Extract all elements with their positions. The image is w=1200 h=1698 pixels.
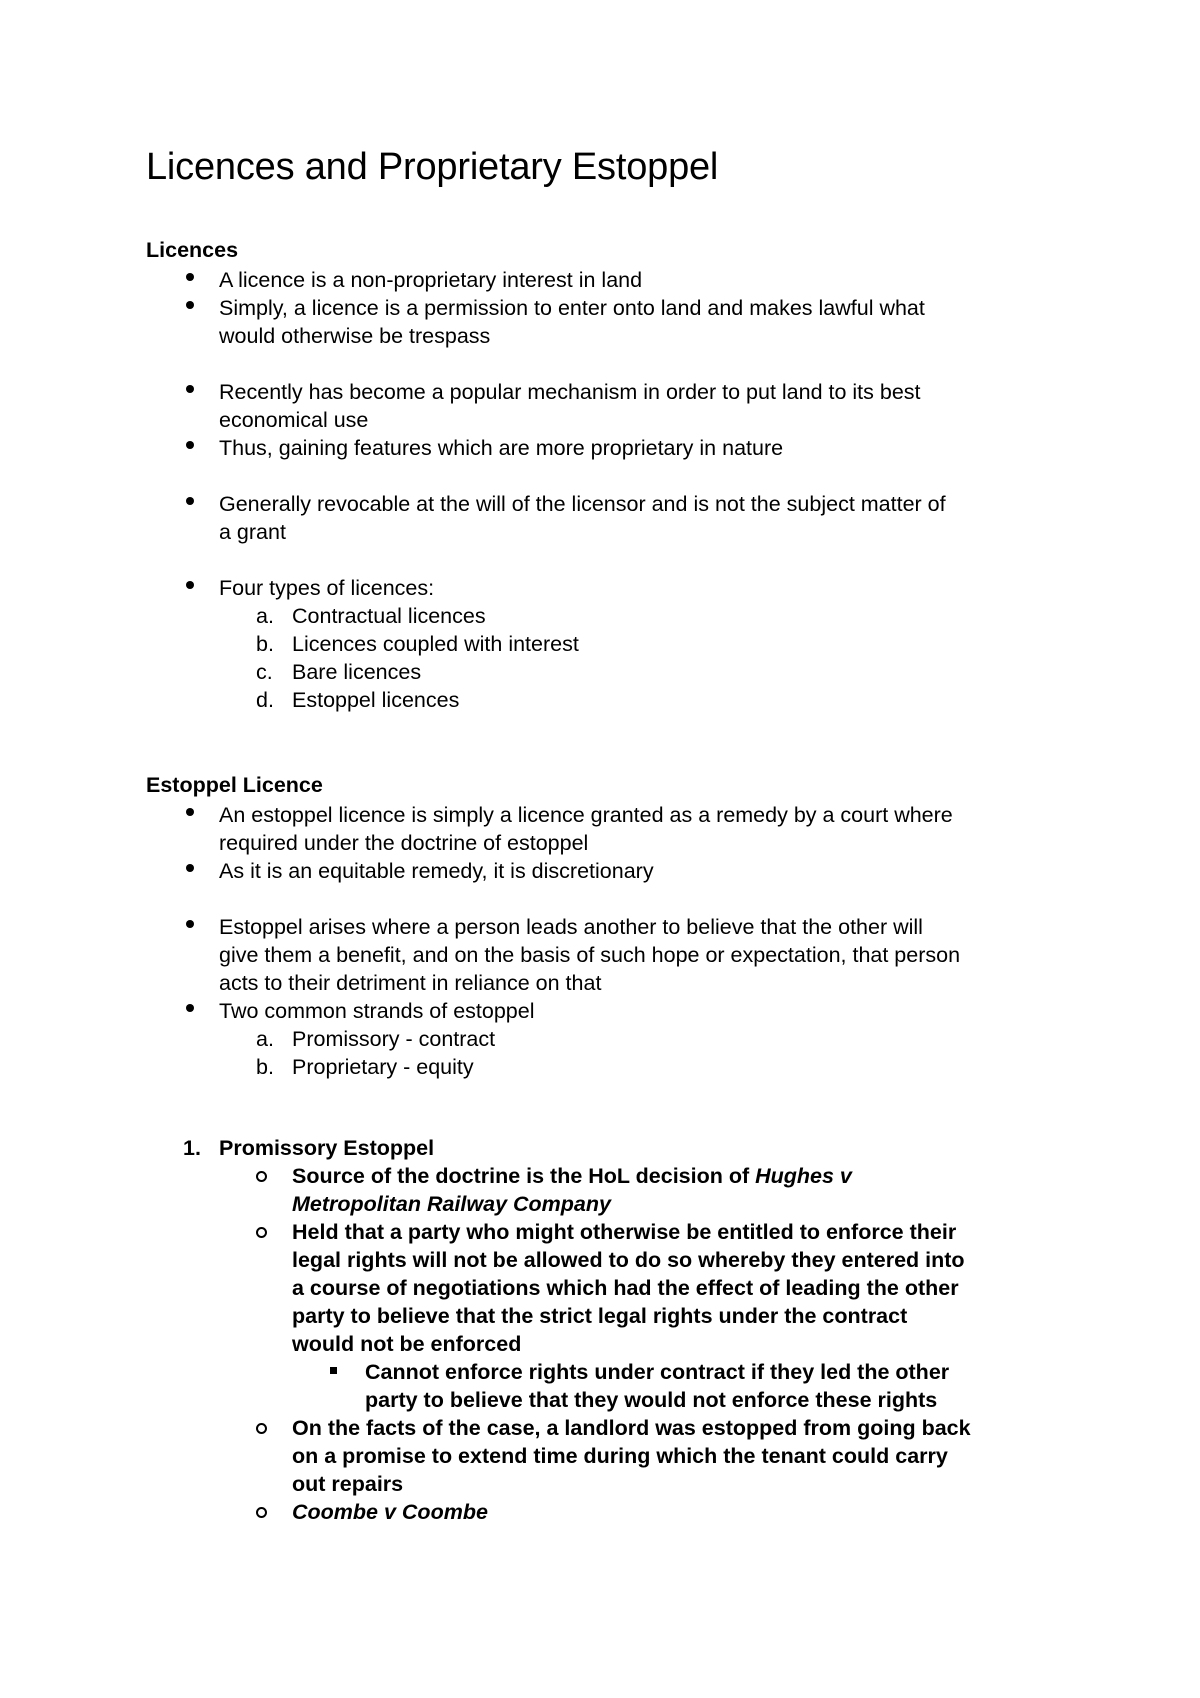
circle-bullet-icon (256, 1507, 267, 1518)
list-item-continuation: acts to their detriment in reliance on that (219, 971, 602, 995)
list-item: On the facts of the case, a landlord was estopped from going back (292, 1416, 971, 1440)
case-name: Hughes v (755, 1164, 852, 1188)
list-marker: b. (256, 1055, 274, 1079)
list-item: As it is an equitable remedy, it is discretionary (219, 859, 654, 883)
circle-bullet-icon (256, 1423, 267, 1434)
section-heading-estoppel-licence: Estoppel Licence (146, 773, 323, 797)
case-name: Coombe v Coombe (292, 1500, 488, 1524)
list-marker: c. (256, 660, 273, 684)
bullet-icon (186, 441, 194, 449)
list-marker: b. (256, 632, 274, 656)
bullet-icon (186, 301, 194, 309)
sub-list-item: Bare licences (292, 660, 422, 684)
list-item: Recently has become a popular mechanism in order to put land to its best (219, 380, 921, 404)
list-item-continuation: would not be enforced (292, 1332, 522, 1356)
list-item-continuation: economical use (219, 408, 369, 432)
bullet-icon (186, 385, 194, 393)
list-item-continuation: a course of negotiations which had the effect of leading the other (292, 1276, 959, 1300)
sub-list-item-continuation: party to believe that they would not enforce these rights (365, 1388, 938, 1412)
list-item-continuation: a grant (219, 520, 286, 544)
list-item-continuation: party to believe that the strict legal rights under the contract (292, 1304, 908, 1328)
list-marker: d. (256, 688, 274, 712)
list-item-continuation: on a promise to extend time during which the tenant could carry (292, 1444, 948, 1468)
list-item: Estoppel arises where a person leads another to believe that the other will (219, 915, 923, 939)
subsection-heading-promissory-estoppel: Promissory Estoppel (219, 1136, 435, 1160)
sub-list-item: Contractual licences (292, 604, 486, 628)
bullet-icon (186, 1004, 194, 1012)
bullet-icon (186, 497, 194, 505)
sub-list-item: Estoppel licences (292, 688, 460, 712)
list-item-continuation: would otherwise be trespass (219, 324, 491, 348)
bullet-icon (186, 581, 194, 589)
list-item: Thus, gaining features which are more proprietary in nature (219, 436, 784, 460)
list-item: Two common strands of estoppel (219, 999, 535, 1023)
sub-list-item: Cannot enforce rights under contract if they led the other (365, 1360, 950, 1384)
square-bullet-icon (330, 1367, 337, 1374)
page-title: Licences and Proprietary Estoppel (146, 146, 719, 188)
list-item-text: Source of the doctrine is the HoL decision of (292, 1164, 756, 1188)
sub-list-item: Promissory - contract (292, 1027, 496, 1051)
numbered-marker: 1. (183, 1136, 201, 1160)
list-item: An estoppel licence is simply a licence granted as a remedy by a court where (219, 803, 953, 827)
list-item (292, 1162, 852, 1190)
sub-list-item: Licences coupled with interest (292, 632, 579, 656)
list-marker: a. (256, 604, 274, 628)
bullet-icon (186, 864, 194, 872)
bullet-icon (186, 808, 194, 816)
list-item-continuation: legal rights will not be allowed to do so whereby they entered into (292, 1248, 965, 1272)
list-marker: a. (256, 1027, 274, 1051)
list-item: Generally revocable at the will of the licensor and is not the subject matter of (219, 492, 946, 516)
list-item-continuation: out repairs (292, 1472, 404, 1496)
circle-bullet-icon (256, 1227, 267, 1238)
sub-list-item: Proprietary - equity (292, 1055, 474, 1079)
list-item: Simply, a licence is a permission to enter onto land and makes lawful what (219, 296, 925, 320)
bullet-icon (186, 273, 194, 281)
section-heading-licences: Licences (146, 238, 239, 262)
list-item-continuation: required under the doctrine of estoppel (219, 831, 589, 855)
list-item-continuation: give them a benefit, and on the basis of such hope or expectation, that person (219, 943, 961, 967)
case-name: Metropolitan Railway Company (292, 1192, 611, 1216)
circle-bullet-icon (256, 1171, 267, 1182)
list-item: Held that a party who might otherwise be entitled to enforce their (292, 1220, 957, 1244)
bullet-icon (186, 920, 194, 928)
list-item: A licence is a non-proprietary interest in land (219, 268, 643, 292)
list-item: Four types of licences: (219, 576, 435, 600)
